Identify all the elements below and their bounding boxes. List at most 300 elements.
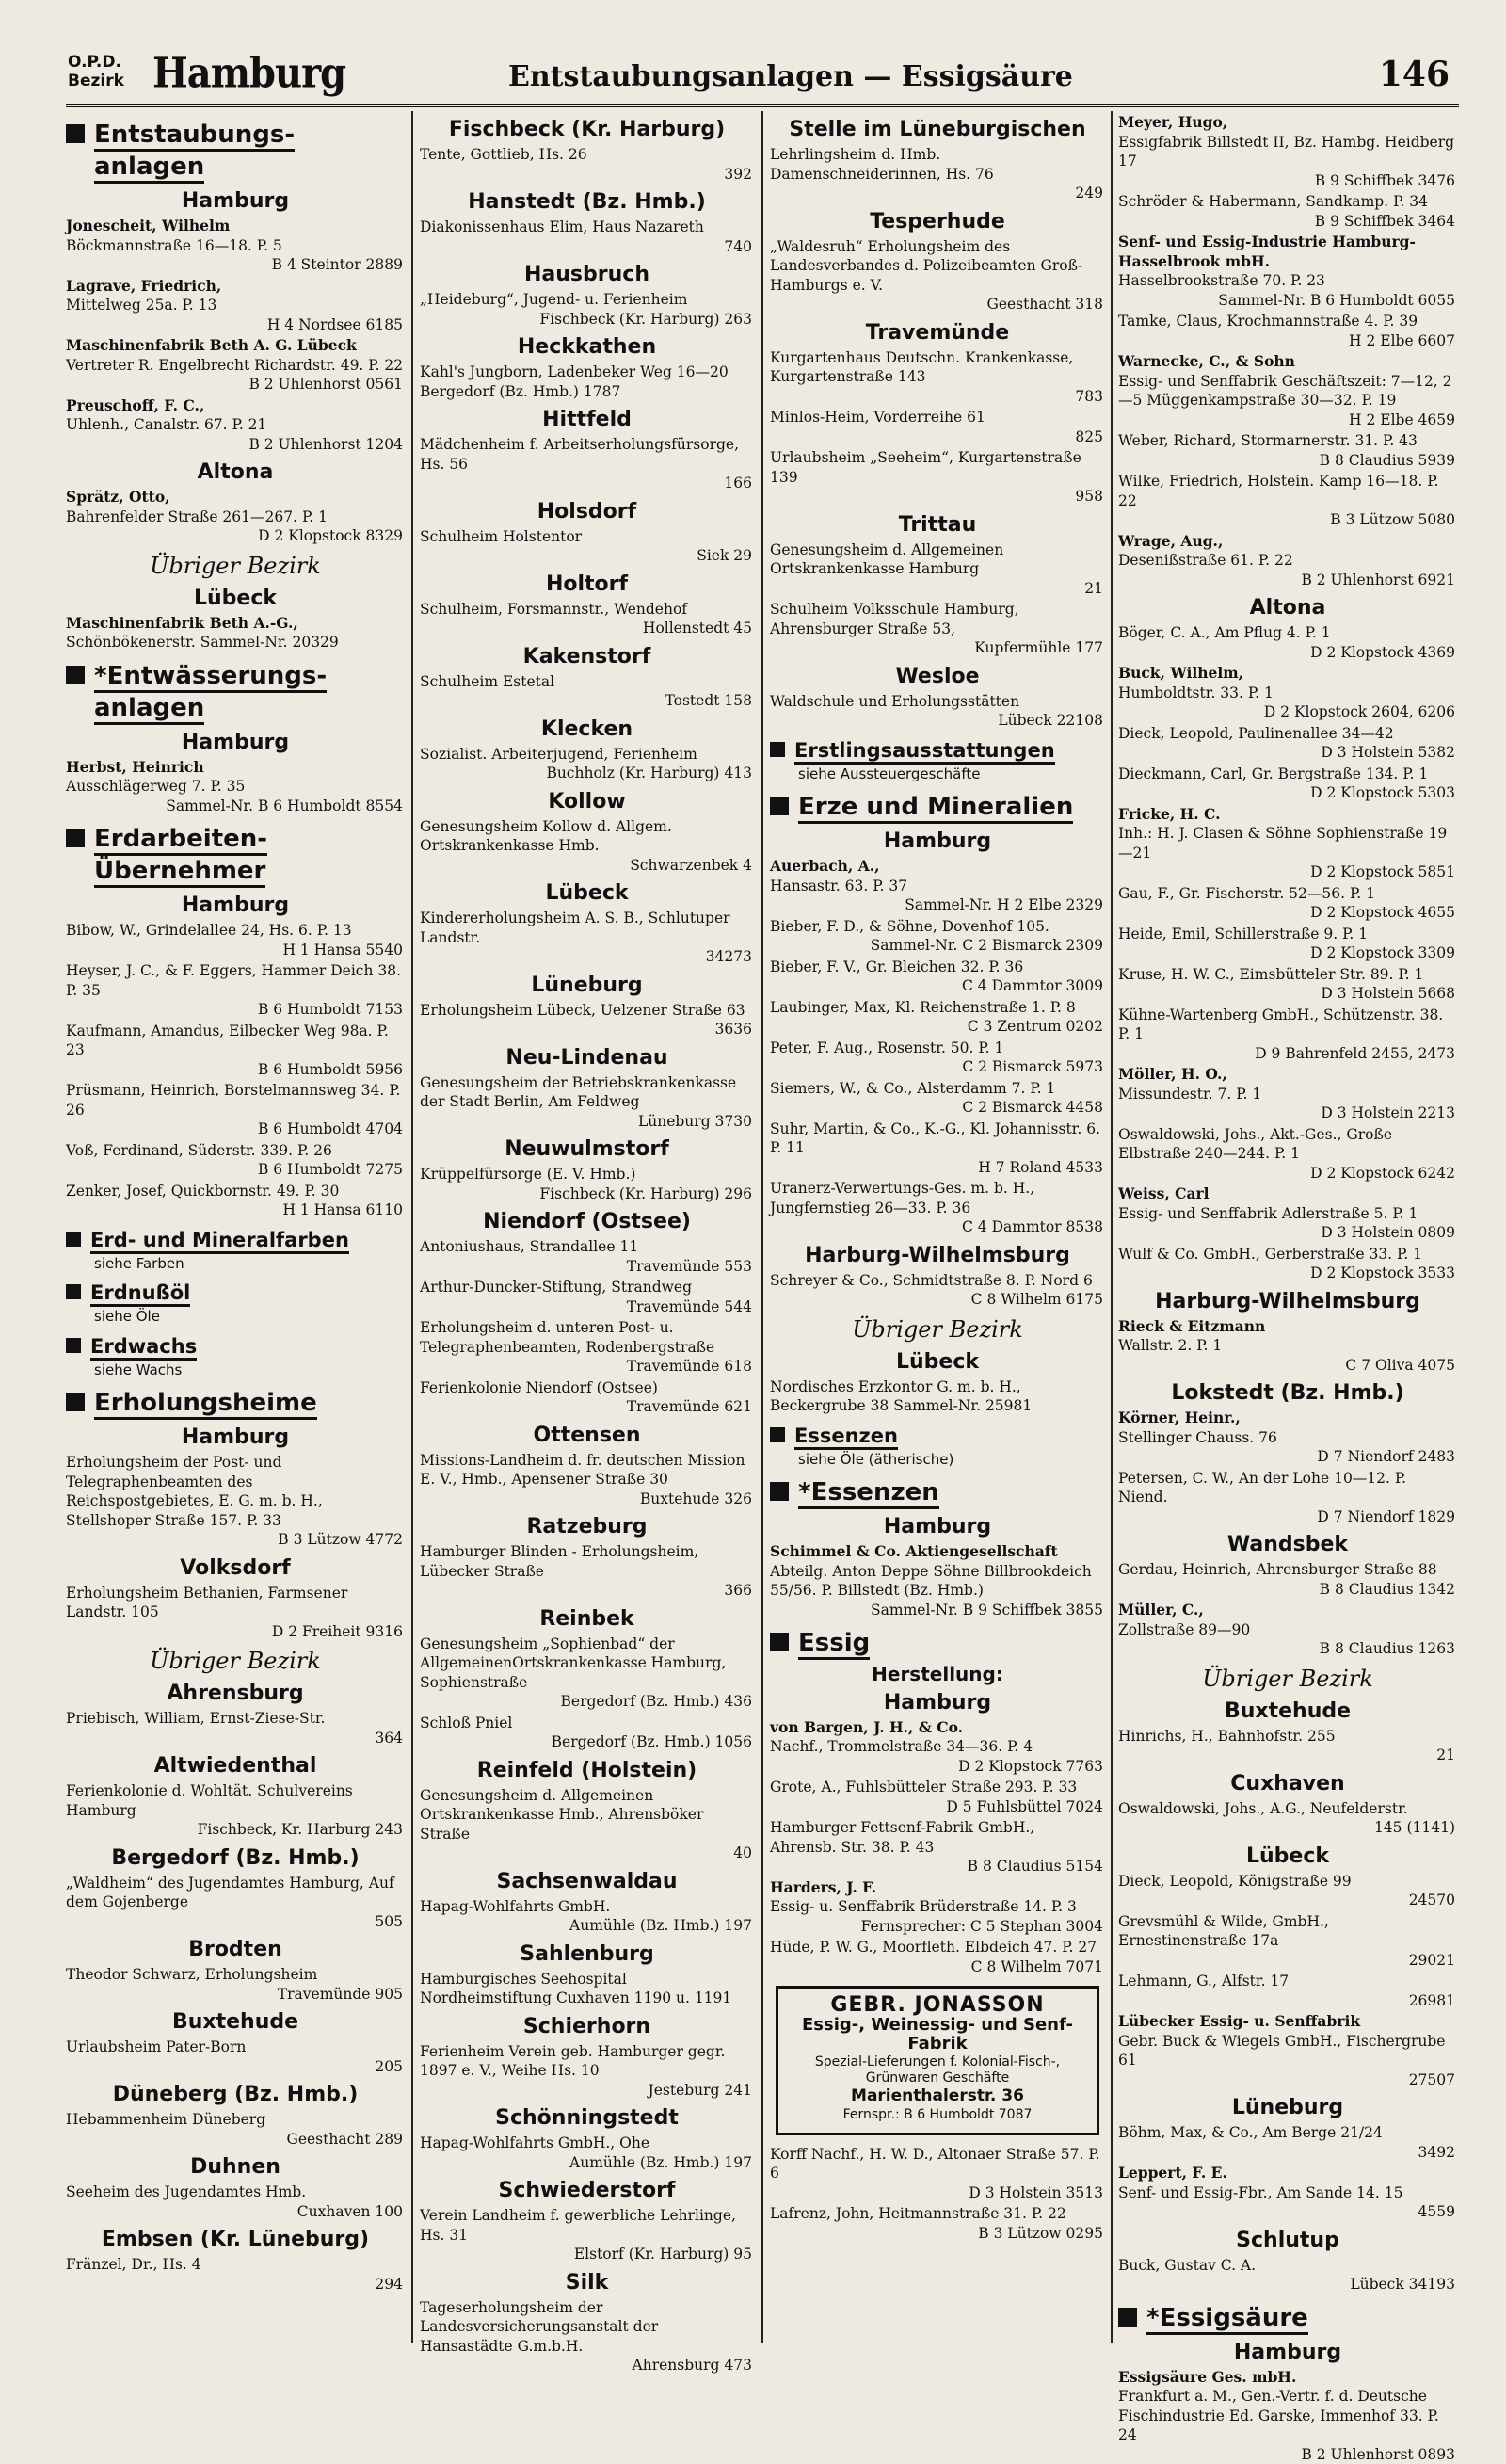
entry-phone: B 6 Humboldt 7275 xyxy=(66,1160,405,1180)
entry-text: Kurgartenhaus Deutschn. Krankenkasse, Kurgartenstraße 143 xyxy=(770,348,1105,387)
directory-entry xyxy=(66,1584,405,1642)
entry-name: Müller, C., xyxy=(1118,1601,1204,1619)
entry-phone: H 7 Roland 4533 xyxy=(770,1158,1105,1178)
place-heading: Hittfeld xyxy=(420,407,754,433)
entry-text: Peter, F. Aug., Rosenstr. 50. P. 1 xyxy=(770,1039,1105,1058)
entry-phone: D 3 Holstein 5382 xyxy=(1118,743,1457,763)
entry-phone: 166 xyxy=(420,474,754,493)
entry-phone: D 5 Fuhlsbüttel 7024 xyxy=(770,1797,1105,1817)
directory-entry xyxy=(66,2037,405,2076)
see-reference: siehe Wachs xyxy=(94,1361,405,1380)
ad-line: Essig-, Weinessig- und Senf-Fabrik xyxy=(784,2016,1091,2054)
place-heading: Neu-Lindenau xyxy=(420,1045,754,1071)
entry-text: Oswaldowski, Johs., A.G., Neufelderstr. xyxy=(1118,1799,1457,1819)
entry-text: Hinrichs, H., Bahnhofstr. 255 xyxy=(1118,1727,1457,1747)
directory-entry xyxy=(420,435,754,493)
entry-phone: Lüneburg 3730 xyxy=(420,1112,754,1132)
directory-entry xyxy=(66,488,405,546)
directory-entry xyxy=(420,909,754,967)
entry-phone: H 2 Elbe 6607 xyxy=(1118,331,1457,351)
directory-entry xyxy=(1118,472,1457,530)
entry-text: Humboldtstr. 33. P. 1 xyxy=(1118,684,1457,703)
entry-phone: B 8 Claudius 1263 xyxy=(1118,1639,1457,1659)
entry-phone: 27507 xyxy=(1118,2070,1457,2090)
directory-entry xyxy=(420,2134,754,2172)
entry-text: Suhr, Martin, & Co., K.-G., Kl. Johannisstr. 6. P. 11 xyxy=(770,1119,1105,1158)
entry-text: Dieck, Leopold, Königstraße 99 xyxy=(1118,1872,1457,1892)
entry-phone: 366 xyxy=(420,1581,754,1601)
directory-entry xyxy=(420,2206,754,2264)
place-heading: Hamburg xyxy=(66,893,405,919)
entry-text: Erholungsheim Lübeck, Uelzener Straße 63 xyxy=(420,1001,754,1021)
entry-phone: Travemünde 618 xyxy=(420,1357,754,1377)
entry-name: Preuschoff, F. C., xyxy=(66,396,204,414)
directory-entry xyxy=(420,1165,754,1203)
entry-phone: Fernsprecher: C 5 Stephan 3004 xyxy=(770,1917,1105,1937)
place-heading: Cuxhaven xyxy=(1118,1771,1457,1797)
entry-phone: Fischbeck (Kr. Harburg) 296 xyxy=(420,1184,754,1204)
directory-entry xyxy=(770,1271,1105,1310)
place-heading: Lübeck xyxy=(66,586,405,612)
place-heading: Travemünde xyxy=(770,320,1105,346)
place-heading: Harburg-Wilhelmsburg xyxy=(1118,1289,1457,1315)
directory-entry xyxy=(1118,2256,1457,2295)
entry-phone: C 3 Zentrum 0202 xyxy=(770,1017,1105,1037)
directory-entry xyxy=(770,2145,1105,2203)
directory-entry xyxy=(420,1237,754,1276)
section-title xyxy=(798,1627,870,1659)
directory-entry xyxy=(420,1714,754,1752)
section-title xyxy=(94,823,267,887)
entry-phone: B 3 Lützow 5080 xyxy=(1118,510,1457,530)
entry-phone: 21 xyxy=(1118,1746,1457,1765)
entry-phone: Fischbeck (Kr. Harburg) 263 xyxy=(420,310,754,330)
region-heading: Übriger Bezirk xyxy=(770,1315,1105,1344)
entry-text: Schulheim, Forsmannstr., Wendehof xyxy=(420,600,754,620)
entry-text: Theodor Schwarz, Erholungsheim xyxy=(66,1965,405,1985)
entry-phone: C 8 Wilhelm 6175 xyxy=(770,1290,1105,1310)
section-heading xyxy=(770,791,1105,823)
entry-phone: D 2 Klopstock 3533 xyxy=(1118,1264,1457,1283)
section-marker-icon xyxy=(66,1393,85,1411)
entry-name: Wrage, Aug., xyxy=(1118,532,1223,550)
entry-phone: 145 (1141) xyxy=(1118,1818,1457,1838)
entry-text: Gerdau, Heinrich, Ahrensburger Straße 88 xyxy=(1118,1560,1457,1580)
directory-entry xyxy=(1118,1972,1457,2010)
directory-entry xyxy=(66,396,405,455)
entry-text: Grevsmühl & Wilde, GmbH., Ernestinenstraße 17a xyxy=(1118,1912,1457,1951)
directory-entry xyxy=(770,1718,1105,1777)
entry-phone: Tostedt 158 xyxy=(420,691,754,711)
entry-text: Desenißstraße 61. P. 22 xyxy=(1118,551,1457,571)
entry-phone: C 8 Wilhelm 7071 xyxy=(770,1957,1105,1977)
subheading: Herstellung: xyxy=(770,1665,1105,1684)
section-marker-icon xyxy=(66,666,85,684)
header-title: Entstaubungsanlagen — Essigsäure xyxy=(508,60,1073,93)
section-title xyxy=(90,1228,349,1252)
entry-phone: B 9 Schiffbek 3476 xyxy=(1118,171,1457,191)
entry-phone: Aumühle (Bz. Hmb.) 197 xyxy=(420,1916,754,1936)
directory-entry xyxy=(770,1179,1105,1237)
entry-text: Kruse, H. W. C., Eimsbütteler Str. 89. P. 1 xyxy=(1118,965,1457,985)
entry-text: Missundestr. 7. P. 1 xyxy=(1118,1085,1457,1104)
directory-entry xyxy=(770,1818,1105,1876)
directory-entry xyxy=(420,1542,754,1601)
see-reference: siehe Öle (ätherische) xyxy=(798,1450,1105,1470)
entry-text: Gau, F., Gr. Fischerstr. 52—56. P. 1 xyxy=(1118,884,1457,904)
column-divider xyxy=(411,111,413,2343)
entry-phone: H 4 Nordsee 6185 xyxy=(66,315,405,335)
directory-entry xyxy=(1118,1727,1457,1765)
place-heading: Holtorf xyxy=(420,572,754,598)
entry-phone: 24570 xyxy=(1118,1891,1457,1910)
place-heading: Lüneburg xyxy=(1118,2095,1457,2121)
directory-entry xyxy=(1118,312,1457,350)
entry-phone: H 1 Hansa 5540 xyxy=(66,941,405,960)
place-heading: Schönningstedt xyxy=(420,2105,754,2132)
entry-phone: 3636 xyxy=(420,1020,754,1039)
directory-entry xyxy=(1118,113,1457,190)
place-heading: Hamburg xyxy=(66,188,405,215)
entry-text: Siemers, W., & Co., Alsterdamm 7. P. 1 xyxy=(770,1079,1105,1099)
directory-entry xyxy=(1118,2123,1457,2162)
entry-text: Fränzel, Dr., Hs. 4 xyxy=(66,2255,405,2275)
directory-entry xyxy=(1118,1317,1457,1376)
entry-phone: B 6 Humboldt 5956 xyxy=(66,1060,405,1080)
directory-entry xyxy=(1118,1065,1457,1123)
entry-phone: D 7 Niendorf 1829 xyxy=(1118,1507,1457,1527)
directory-entry xyxy=(420,817,754,876)
region-heading: Übriger Bezirk xyxy=(66,1647,405,1675)
place-heading: Ahrensburg xyxy=(66,1681,405,1707)
section-title-text: Erdwachs xyxy=(90,1335,197,1361)
entry-phone: 249 xyxy=(770,184,1105,203)
place-heading: Hamburg xyxy=(770,829,1105,855)
section-marker-icon xyxy=(770,1633,789,1651)
directory-entry xyxy=(66,1781,405,1840)
entry-text: Senf- und Essig-Fbr., Am Sande 14. 15 xyxy=(1118,2183,1457,2203)
entry-name: Herbst, Heinrich xyxy=(66,758,204,776)
entry-phone: D 3 Holstein 3513 xyxy=(770,2183,1105,2203)
directory-entry xyxy=(420,2298,754,2375)
directory-entry xyxy=(66,1874,405,1932)
entry-text: Nordisches Erzkontor G. m. b. H., Beckergrube 38 Sammel-Nr. 25981 xyxy=(770,1377,1105,1416)
entry-text: Ferienkolonie d. Wohltät. Schulvereins Hamburg xyxy=(66,1781,405,1820)
entry-text: Laubinger, Max, Kl. Reichenstraße 1. P. 8 xyxy=(770,998,1105,1018)
entry-phone: Lübeck 34193 xyxy=(1118,2275,1457,2295)
directory-entry xyxy=(1118,1799,1457,1838)
bezirk-text: Bezirk xyxy=(68,72,124,90)
directory-entry xyxy=(66,921,405,959)
directory-entry xyxy=(770,998,1105,1037)
section-heading xyxy=(66,1334,405,1359)
entry-name: Senf- und Essig-Industrie Hamburg-Hasselbrook mbH. xyxy=(1118,233,1416,270)
entry-phone: B 4 Steintor 2889 xyxy=(66,255,405,275)
entry-text: Genesungsheim der Betriebskrankenkasse der Stadt Berlin, Am Feldweg xyxy=(420,1073,754,1112)
place-heading: Holsdorf xyxy=(420,499,754,525)
directory-entry xyxy=(66,2182,405,2221)
directory-entry xyxy=(66,217,405,275)
entry-phone: D 2 Klopstock 3309 xyxy=(1118,943,1457,963)
entry-phone: D 2 Klopstock 5851 xyxy=(1118,862,1457,882)
place-heading: Hamburg xyxy=(770,1690,1105,1716)
directory-entry xyxy=(420,600,754,638)
entry-text: Erholungsheim d. unteren Post- u. Telegraphenbeamten, Rodenbergstraße xyxy=(420,1318,754,1357)
directory-entry xyxy=(66,2110,405,2149)
entry-phone: B 3 Lützow 0295 xyxy=(770,2224,1105,2244)
section-title xyxy=(90,1280,190,1305)
entry-name: Lübecker Essig- u. Senffabrik xyxy=(1118,2012,1360,2030)
directory-entry xyxy=(770,1377,1105,1416)
entry-text: Erholungsheim Bethanien, Farmsener Landstr. 105 xyxy=(66,1584,405,1622)
section-marker-icon xyxy=(770,1427,785,1442)
place-heading: Hausbruch xyxy=(420,262,754,288)
entry-text: Oswaldowski, Johs., Akt.-Ges., Große Elbstraße 240—244. P. 1 xyxy=(1118,1125,1457,1164)
directory-entry xyxy=(420,217,754,256)
place-heading: Lokstedt (Bz. Hmb.) xyxy=(1118,1380,1457,1407)
place-heading: Schwiederstorf xyxy=(420,2178,754,2204)
entry-phone: Travemünde 553 xyxy=(420,1257,754,1277)
entry-name: Auerbach, A., xyxy=(770,857,880,875)
entry-text: Petersen, C. W., An der Lohe 10—12. P. Niend. xyxy=(1118,1469,1457,1507)
entry-text: Inh.: H. J. Clasen & Söhne Sophienstraße 19—21 xyxy=(1118,824,1457,862)
entry-text: Schulheim Estetal xyxy=(420,672,754,692)
directory-entry xyxy=(1118,1125,1457,1184)
section-title-text: Essig xyxy=(798,1629,870,1660)
column-1 xyxy=(66,111,405,2343)
entry-name: Fricke, H. C. xyxy=(1118,805,1221,823)
section-marker-icon xyxy=(66,124,85,143)
see-reference: siehe Aussteuergeschäfte xyxy=(798,765,1105,784)
entry-phone: Sammel-Nr. B 6 Humboldt 8554 xyxy=(66,797,405,816)
entry-phone: 205 xyxy=(66,2057,405,2077)
entry-phone: Aumühle (Bz. Hmb.) 197 xyxy=(420,2153,754,2173)
directory-entry xyxy=(770,692,1105,731)
directory-entry xyxy=(770,540,1105,599)
entry-text: Hüde, P. W. G., Moorfleth. Elbdeich 47. P. 27 xyxy=(770,1938,1105,1957)
place-heading: Hamburg xyxy=(770,1514,1105,1540)
directory-entry xyxy=(1118,192,1457,231)
place-heading: Brodten xyxy=(66,1937,405,1963)
directory-entry xyxy=(770,2204,1105,2243)
directory-entry xyxy=(420,1378,754,1417)
entry-phone: D 2 Klopstock 7763 xyxy=(770,1757,1105,1777)
opd-text: O.P.D. xyxy=(68,53,124,72)
directory-entry xyxy=(66,1141,405,1180)
entry-phone: D 2 Klopstock 2604, 6206 xyxy=(1118,702,1457,722)
directory-entry xyxy=(1118,664,1457,722)
entry-text: Buck, Gustav C. A. xyxy=(1118,2256,1457,2276)
entry-text: Bieber, F. V., Gr. Bleichen 32. P. 36 xyxy=(770,958,1105,977)
entry-phone: D 2 Klopstock 4655 xyxy=(1118,903,1457,923)
entry-text: Bibow, W., Grindelallee 24, Hs. 6. P. 13 xyxy=(66,921,405,941)
entry-phone: 40 xyxy=(420,1844,754,1863)
entry-text: Kühne-Wartenberg GmbH., Schützenstr. 38. P. 1 xyxy=(1118,1006,1457,1044)
entry-phone: D 3 Holstein 0809 xyxy=(1118,1223,1457,1243)
place-heading: Tesperhude xyxy=(770,209,1105,235)
entry-text: „Waldesruh“ Erholungsheim des Landesverbandes d. Polizeibeamten Groß-Hamburgs e. V. xyxy=(770,237,1105,296)
entry-text: Lehmann, G., Alfstr. 17 xyxy=(1118,1972,1457,1991)
column-2 xyxy=(420,111,754,2343)
section-title xyxy=(1146,2302,1308,2334)
entry-phone: D 2 Klopstock 5303 xyxy=(1118,783,1457,803)
entry-text: Hamburger Fettsenf-Fabrik GmbH., Ahrensb. Str. 38. P. 43 xyxy=(770,1818,1105,1857)
entry-text: Essig- und Senffabrik Geschäftszeit: 7—12, 2—5 Müggenkampstraße 30—32. P. 19 xyxy=(1118,372,1457,411)
directory-entry xyxy=(770,1938,1105,1976)
directory-entry xyxy=(420,1451,754,1509)
entry-phone: B 9 Schiffbek 3464 xyxy=(1118,212,1457,232)
entry-phone: 740 xyxy=(420,237,754,257)
entry-phone: 294 xyxy=(66,2275,405,2295)
entry-text: Wulf & Co. GmbH., Gerberstraße 33. P. 1 xyxy=(1118,1245,1457,1264)
entry-text: Verein Landheim f. gewerbliche Lehrlinge, Hs. 31 xyxy=(420,2206,754,2245)
entry-phone: 783 xyxy=(770,387,1105,407)
directory-entry xyxy=(66,2255,405,2294)
directory-entry xyxy=(420,672,754,711)
section-marker-icon xyxy=(66,1284,81,1299)
ad-line: GEBR. JONASSON xyxy=(784,1996,1091,2016)
place-heading: Kakenstorf xyxy=(420,644,754,670)
entry-phone: B 2 Uhlenhorst 6921 xyxy=(1118,571,1457,590)
section-marker-icon xyxy=(770,797,789,815)
entry-text: Uhlenh., Canalstr. 67. P. 21 xyxy=(66,415,405,435)
directory-entry xyxy=(770,1119,1105,1178)
entry-text: Bahrenfelder Straße 261—267. P. 1 xyxy=(66,507,405,527)
section-marker-icon xyxy=(66,1232,81,1247)
directory-entry xyxy=(1118,1872,1457,1910)
entry-phone: C 4 Dammtor 8538 xyxy=(770,1217,1105,1237)
directory-entry xyxy=(770,958,1105,996)
entry-text: Waldschule und Erholungsstätten xyxy=(770,692,1105,712)
entry-phone: Fischbeck, Kr. Harburg 243 xyxy=(66,1820,405,1840)
place-heading: Volksdorf xyxy=(66,1555,405,1582)
directory-entry xyxy=(1118,1912,1457,1971)
place-heading: Düneberg (Bz. Hmb.) xyxy=(66,2082,405,2108)
entry-phone: C 4 Dammtor 3009 xyxy=(770,976,1105,996)
section-marker-icon xyxy=(66,829,85,847)
entry-phone: Ahrensburg 473 xyxy=(420,2356,754,2375)
entry-text: „Waldheim“ des Jugendamtes Hamburg, Auf dem Gojenberge xyxy=(66,1874,405,1912)
entry-text: Wilke, Friedrich, Holstein. Kamp 16—18. P. 22 xyxy=(1118,472,1457,510)
entry-phone: 21 xyxy=(770,579,1105,599)
directory-entry xyxy=(770,237,1105,314)
entry-name: Harders, J. F. xyxy=(770,1878,876,1896)
section-title-text: Essenzen xyxy=(794,1425,898,1450)
entry-phone: Sammel-Nr. B 6 Humboldt 6055 xyxy=(1118,291,1457,311)
advertisement-box xyxy=(776,1986,1099,2135)
directory-entry xyxy=(420,745,754,783)
entry-phone: 3492 xyxy=(1118,2143,1457,2163)
directory-entry xyxy=(1118,1560,1457,1599)
place-heading: Klecken xyxy=(420,717,754,743)
entry-text: Abteilg. Anton Deppe Söhne Billbrookdeich 55/56. P. Billstedt (Bz. Hmb.) xyxy=(770,1562,1105,1601)
place-heading: Lübeck xyxy=(420,880,754,907)
entry-phone: D 7 Niendorf 2483 xyxy=(1118,1447,1457,1467)
directory-entry xyxy=(66,614,405,652)
entry-phone: Sammel-Nr. B 9 Schiffbek 3855 xyxy=(770,1601,1105,1620)
place-heading: Ottensen xyxy=(420,1423,754,1449)
directory-entry xyxy=(66,1709,405,1747)
entry-name: Rieck & Eitzmann xyxy=(1118,1317,1265,1335)
section-marker-icon xyxy=(770,1482,789,1501)
directory-entry xyxy=(420,1786,754,1863)
entry-phone: D 3 Holstein 2213 xyxy=(1118,1103,1457,1123)
directory-entry xyxy=(770,917,1105,956)
section-title xyxy=(94,119,295,183)
entry-name: Leppert, F. E. xyxy=(1118,2164,1227,2182)
entry-text: Gebr. Buck & Wiegels GmbH., Fischergrube 61 xyxy=(1118,2032,1457,2070)
section-heading xyxy=(66,660,405,724)
directory-entry xyxy=(1118,2164,1457,2222)
entry-text: Uranerz-Verwertungs-Ges. m. b. H., Jungfernstieg 26—33. P. 36 xyxy=(770,1179,1105,1217)
directory-entry xyxy=(66,1965,405,2004)
entry-phone: H 1 Hansa 6110 xyxy=(66,1200,405,1220)
entry-phone: Geesthacht 289 xyxy=(66,2130,405,2150)
entry-phone: D 2 Klopstock 6242 xyxy=(1118,1164,1457,1184)
entry-phone: Cuxhaven 100 xyxy=(66,2202,405,2222)
place-heading: Ratzeburg xyxy=(420,1514,754,1540)
entry-text: Urlaubsheim Pater-Born xyxy=(66,2037,405,2057)
directory-entry xyxy=(770,348,1105,407)
directory-entry xyxy=(770,448,1105,507)
section-title xyxy=(794,738,1055,763)
entry-phone: H 2 Elbe 4659 xyxy=(1118,411,1457,430)
entry-name: Buck, Wilhelm, xyxy=(1118,664,1243,682)
entry-phone: Siek 29 xyxy=(420,546,754,566)
section-marker-icon xyxy=(770,742,785,757)
section-title-text: Erdarbeiten- Übernehmer xyxy=(94,825,267,888)
directory-entry xyxy=(420,290,754,329)
place-heading: Hamburg xyxy=(1118,2340,1457,2366)
directory-entry xyxy=(770,145,1105,203)
place-heading: Reinfeld (Holstein) xyxy=(420,1758,754,1784)
entry-phone: B 3 Lützow 4772 xyxy=(66,1530,405,1550)
entry-text: Kindererholungsheim A. S. B., Schlutuper Landstr. xyxy=(420,909,754,947)
entry-text: Antoniushaus, Strandallee 11 xyxy=(420,1237,754,1257)
section-heading xyxy=(770,738,1105,763)
place-heading: Stelle im Lüneburgischen xyxy=(770,117,1105,143)
directory-entry xyxy=(420,1897,754,1936)
entry-phone: Travemünde 621 xyxy=(420,1397,754,1417)
entry-phone: Sammel-Nr. H 2 Elbe 2329 xyxy=(770,895,1105,915)
directory-entry xyxy=(420,1278,754,1316)
entry-text: Genesungsheim „Sophienbad“ der AllgemeinenOrtskrankenkasse Hamburg, Sophienstraße xyxy=(420,1635,754,1693)
entry-text: Arthur-Duncker-Stiftung, Strandweg xyxy=(420,1278,754,1297)
column-divider xyxy=(761,111,763,2343)
region-heading: Übriger Bezirk xyxy=(1118,1665,1457,1693)
entry-phone: 29021 xyxy=(1118,1951,1457,1971)
region-heading: Übriger Bezirk xyxy=(66,552,405,580)
entry-phone: Bergedorf (Bz. Hmb.) 1056 xyxy=(420,1732,754,1752)
entry-text: Genesungsheim d. Allgemeinen Ortskrankenkasse Hmb., Ahrensböker Straße xyxy=(420,1786,754,1844)
entry-text: Kaufmann, Amandus, Eilbecker Weg 98a. P. 23 xyxy=(66,1022,405,1060)
entry-text: Sozialist. Arbeiterjugend, Ferienheim xyxy=(420,745,754,765)
directory-entry xyxy=(1118,724,1457,763)
directory-entry xyxy=(66,758,405,816)
directory-entry xyxy=(1118,1469,1457,1527)
directory-entry xyxy=(1118,2012,1457,2089)
section-heading xyxy=(66,1280,405,1305)
directory-entry xyxy=(66,1081,405,1139)
place-heading: Altwiedenthal xyxy=(66,1753,405,1780)
entry-text: Krüppelfürsorge (E. V. Hmb.) xyxy=(420,1165,754,1184)
entry-text: Essig- und Senffabrik Adlerstraße 5. P. 1 xyxy=(1118,1204,1457,1224)
column-3 xyxy=(770,111,1105,2343)
place-heading: Hanstedt (Bz. Hmb.) xyxy=(420,189,754,216)
entry-phone: 26981 xyxy=(1118,1991,1457,2011)
section-heading xyxy=(770,1424,1105,1448)
entry-phone: 825 xyxy=(770,427,1105,447)
